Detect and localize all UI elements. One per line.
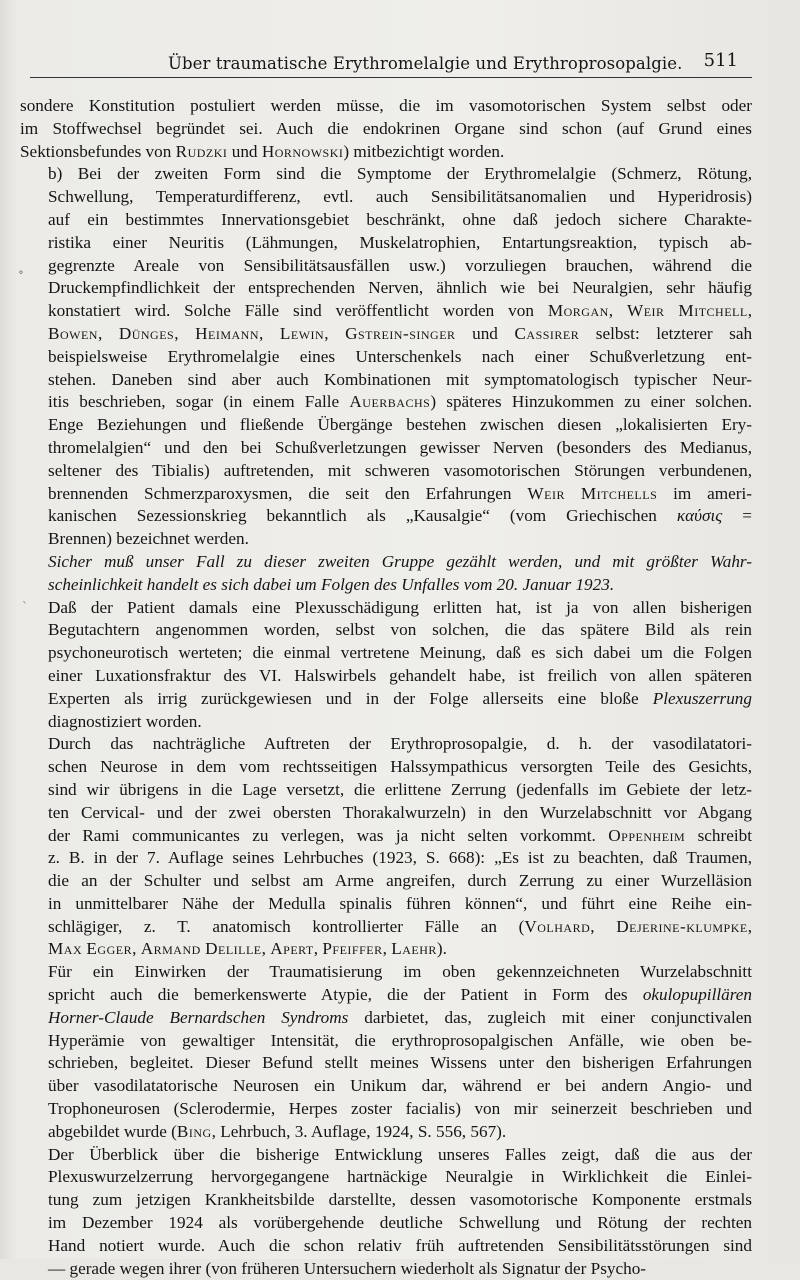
text-line: Der Überblick über die bisherige Entwicklung unseres Falles zeigt, daß die aus der bbox=[48, 1144, 752, 1164]
text-line: Hyperämie von gewaltiger Intensität, die erythroprosopalgischen Anfälle, wie oben be- bbox=[48, 1030, 752, 1050]
text-line: Begutachtern angenommen worden, selbst von solchen, die das spätere Bild als rein bbox=[48, 620, 752, 640]
text-line: Experten als irrig zurückgewiesen und in der Folge allerseits eine bloße Plexuszerrung bbox=[48, 688, 752, 708]
paragraph-p5 bbox=[20, 733, 752, 961]
text-line: schrieben, begleitet. Dieser Befund stellt meines Wissens unter den bisherigen Erfahrungen bbox=[48, 1053, 752, 1073]
text-line: gegrenzte Areale von Sensibilitätsausfällen usw.) vorzuliegen brauchen, während die bbox=[48, 255, 752, 275]
running-title: Über traumatische Erythromelalgie und Erythroprosopalgie. bbox=[168, 54, 683, 73]
paragraph-p4 bbox=[20, 597, 752, 734]
text-line: die an der Schulter und selbst am Arme angreifen, durch Zerrung zu einer Wurzelläsion bbox=[48, 871, 752, 891]
text-line: b) Bei der zweiten Form sind die Symptome der Erythromelalgie (Schmerz, Rötung, bbox=[48, 164, 752, 184]
text-line: kanischen Sezessionskrieg bekanntlich als „Kausalgie“ (vom Griechischen καύσις = bbox=[48, 506, 752, 526]
text-line: Max Egger, Armand Delille, Apert, Pfeiffer, Laehr). bbox=[48, 939, 447, 959]
text-line: itis beschrieben, sogar (in einem Falle Auerbachs) späteres Hinzukommen zu einer solchen. bbox=[48, 392, 752, 412]
text-line: z. B. in der 7. Auflage seines Lehrbuches (1923, S. 668): „Es ist zu beachten, daß Traumen, bbox=[48, 848, 752, 868]
text-line: einer Luxationsfraktur des VI. Halswirbels gehandelt habe, ist freilich von allen späteren bbox=[48, 665, 752, 685]
text-line: im Dezember 1924 als vorübergehende deutliche Schwellung und Rötung der rechten bbox=[48, 1213, 752, 1233]
text-line: abgebildet wurde (Bing, Lehrbuch, 3. Auflage, 1924, S. 556, 567). bbox=[48, 1121, 507, 1141]
text-line: Horner-Claude Bernardschen Syndroms darbietet, das, zugleich mit einer conjunctivalen bbox=[48, 1007, 752, 1027]
text-line: über vasodilatatorische Neurosen ein Unikum dar, während er bei andern Angio- und bbox=[48, 1076, 752, 1096]
text-line: tung zum jetzigen Krankheitsbilde darstellte, dessen vasomotorische Komponente erstmals bbox=[48, 1190, 752, 1210]
text-line: Trophoneurosen (Sclerodermie, Herpes zoster facialis) von mir seinerzeit beschrieben und bbox=[48, 1099, 752, 1119]
text-line: auf ein bestimmtes Innervationsgebiet beschränkt, ohne daß jedoch sichere Charakte- bbox=[48, 209, 752, 229]
text-line: seltener des Tibialis) auftretenden, mit schweren vasomotorischen Störungen verbundenen, bbox=[48, 460, 752, 480]
text-line: sind wir übrigens in die Lage versetzt, die erlittene Zerrung (jedenfalls im Gebiete der letz- bbox=[48, 779, 752, 799]
text-line: Daß der Patient damals eine Plexusschädigung erlitten hat, ist ja von allen bisherigen bbox=[48, 597, 752, 617]
text-line: konstatiert wird. Solche Fälle sind veröffentlicht worden von Morgan, Weir Mitchell, bbox=[48, 301, 752, 321]
text-line: beispielsweise Erythromelalgie eines Unterschenkels nach einer Schußverletzung ent- bbox=[48, 346, 752, 366]
text-line: ten Cervical- und der zwei obersten Thorakalwurzeln) in den Wurzelabschnitt vor Abgang bbox=[48, 802, 752, 822]
text-line: Sektionsbefundes von Rudzki und Hornowski) mitbezichtigt worden. bbox=[20, 141, 505, 161]
text-line: schlägiger, z. T. anatomisch kontrollierter Fälle an (Volhard, Dejerine-klumpke, bbox=[48, 916, 752, 936]
text-line: ristika einer Neuritis (Lähmungen, Muskelatrophien, Entartungsreaktion, typisch ab- bbox=[48, 232, 752, 252]
paragraph-p2 bbox=[20, 163, 752, 551]
text-line: der Rami communicantes zu verlegen, was ja nicht selten vorkommt. Oppenheim schreibt bbox=[48, 825, 752, 845]
margin-mark: ˋ bbox=[22, 600, 28, 614]
text-line: schen Neurose in dem vom rechtsseitigen Halssympathicus versorgten Teile des Gesichts, bbox=[48, 757, 752, 777]
paragraph-p3 bbox=[20, 551, 752, 597]
page-header bbox=[0, 44, 800, 84]
text-line: Sicher muß unser Fall zu dieser zweiten Gruppe gezählt werden, und mit größter Wahr- bbox=[48, 551, 752, 571]
text-line: spricht auch die bemerkenswerte Atypie, die der Patient in Form des okulopupillären bbox=[48, 985, 752, 1005]
text-line: — gerade wegen ihrer (von früheren Untersuchern wiederholt als Signatur der Psycho- bbox=[48, 1258, 647, 1278]
header-rule bbox=[30, 77, 752, 78]
text-line: Für ein Einwirken der Traumatisierung im oben gekennzeichneten Wurzelabschnitt bbox=[48, 962, 752, 982]
text-line: thromelalgien“ und den bei Schußverletzungen gewisser Nerven (besonders des Medianus, bbox=[48, 437, 752, 457]
paragraph-p6 bbox=[20, 961, 752, 1143]
text-line: im Stoffwechsel begründet sei. Auch die endokrinen Organe sind schon (auf Grund eines bbox=[20, 118, 752, 138]
text-line: in unmittelbarer Nähe der Medulla spinalis führen können“, und führt eine Reihe ein- bbox=[48, 893, 752, 913]
text-line: psychoneurotisch werteten; die einmal vertretene Meinung, daß es sich dabei um die Folgen bbox=[48, 643, 752, 663]
text-line: sondere Konstitution postuliert werden müsse, die im vasomotorischen System selbst oder bbox=[20, 96, 752, 115]
text-line: diagnostiziert worden. bbox=[48, 711, 202, 731]
text-line: Hand notiert wurde. Auch die schon relativ früh auftretenden Sensibilitätsstörungen sind bbox=[48, 1235, 752, 1255]
text-line: Durch das nachträgliche Auftreten der Erythroprosopalgie, d. h. der vasodilatatori- bbox=[48, 734, 752, 754]
text-line: Bowen, Dünges, Heimann, Lewin, Gstrein-singer und Cassirer selbst: letzterer sah bbox=[48, 323, 753, 343]
text-line: Enge Beziehungen und fließende Übergänge bestehen zwischen diesen „lokalisierten Ery- bbox=[48, 415, 752, 435]
text-line: Schwellung, Temperaturdifferenz, evtl. auch Sensibilitätsanomalien und Hyperidrosis) bbox=[48, 187, 752, 207]
text-line: Brennen) bezeichnet werden. bbox=[48, 529, 249, 549]
text-line: scheinlichkeit handelt es sich dabei um Folgen des Unfalles vom 20. Januar 1923. bbox=[48, 574, 615, 594]
text-line: Plexuswurzelzerrung hervorgegangene hartnäckige Neuralgie in Wirklichkeit die Einlei- bbox=[48, 1167, 752, 1187]
text-line: brennenden Schmerzparoxysmen, die seit den Erfahrungen Weir Mitchells im ameri- bbox=[48, 483, 753, 503]
paragraph-p1 bbox=[20, 95, 752, 163]
text-line: Druckempfindlichkeit der entsprechenden Nerven, ähnlich wie bei Neuralgien, sehr häufig bbox=[48, 278, 752, 298]
body-text bbox=[20, 95, 752, 1280]
page-number: 511 bbox=[703, 50, 738, 71]
text-line: stehen. Daneben sind aber auch Kombinationen mit symptomatologisch typischer Neur- bbox=[48, 369, 752, 389]
paragraph-p7 bbox=[20, 1144, 752, 1280]
margin-dot: ∘ bbox=[18, 265, 24, 279]
